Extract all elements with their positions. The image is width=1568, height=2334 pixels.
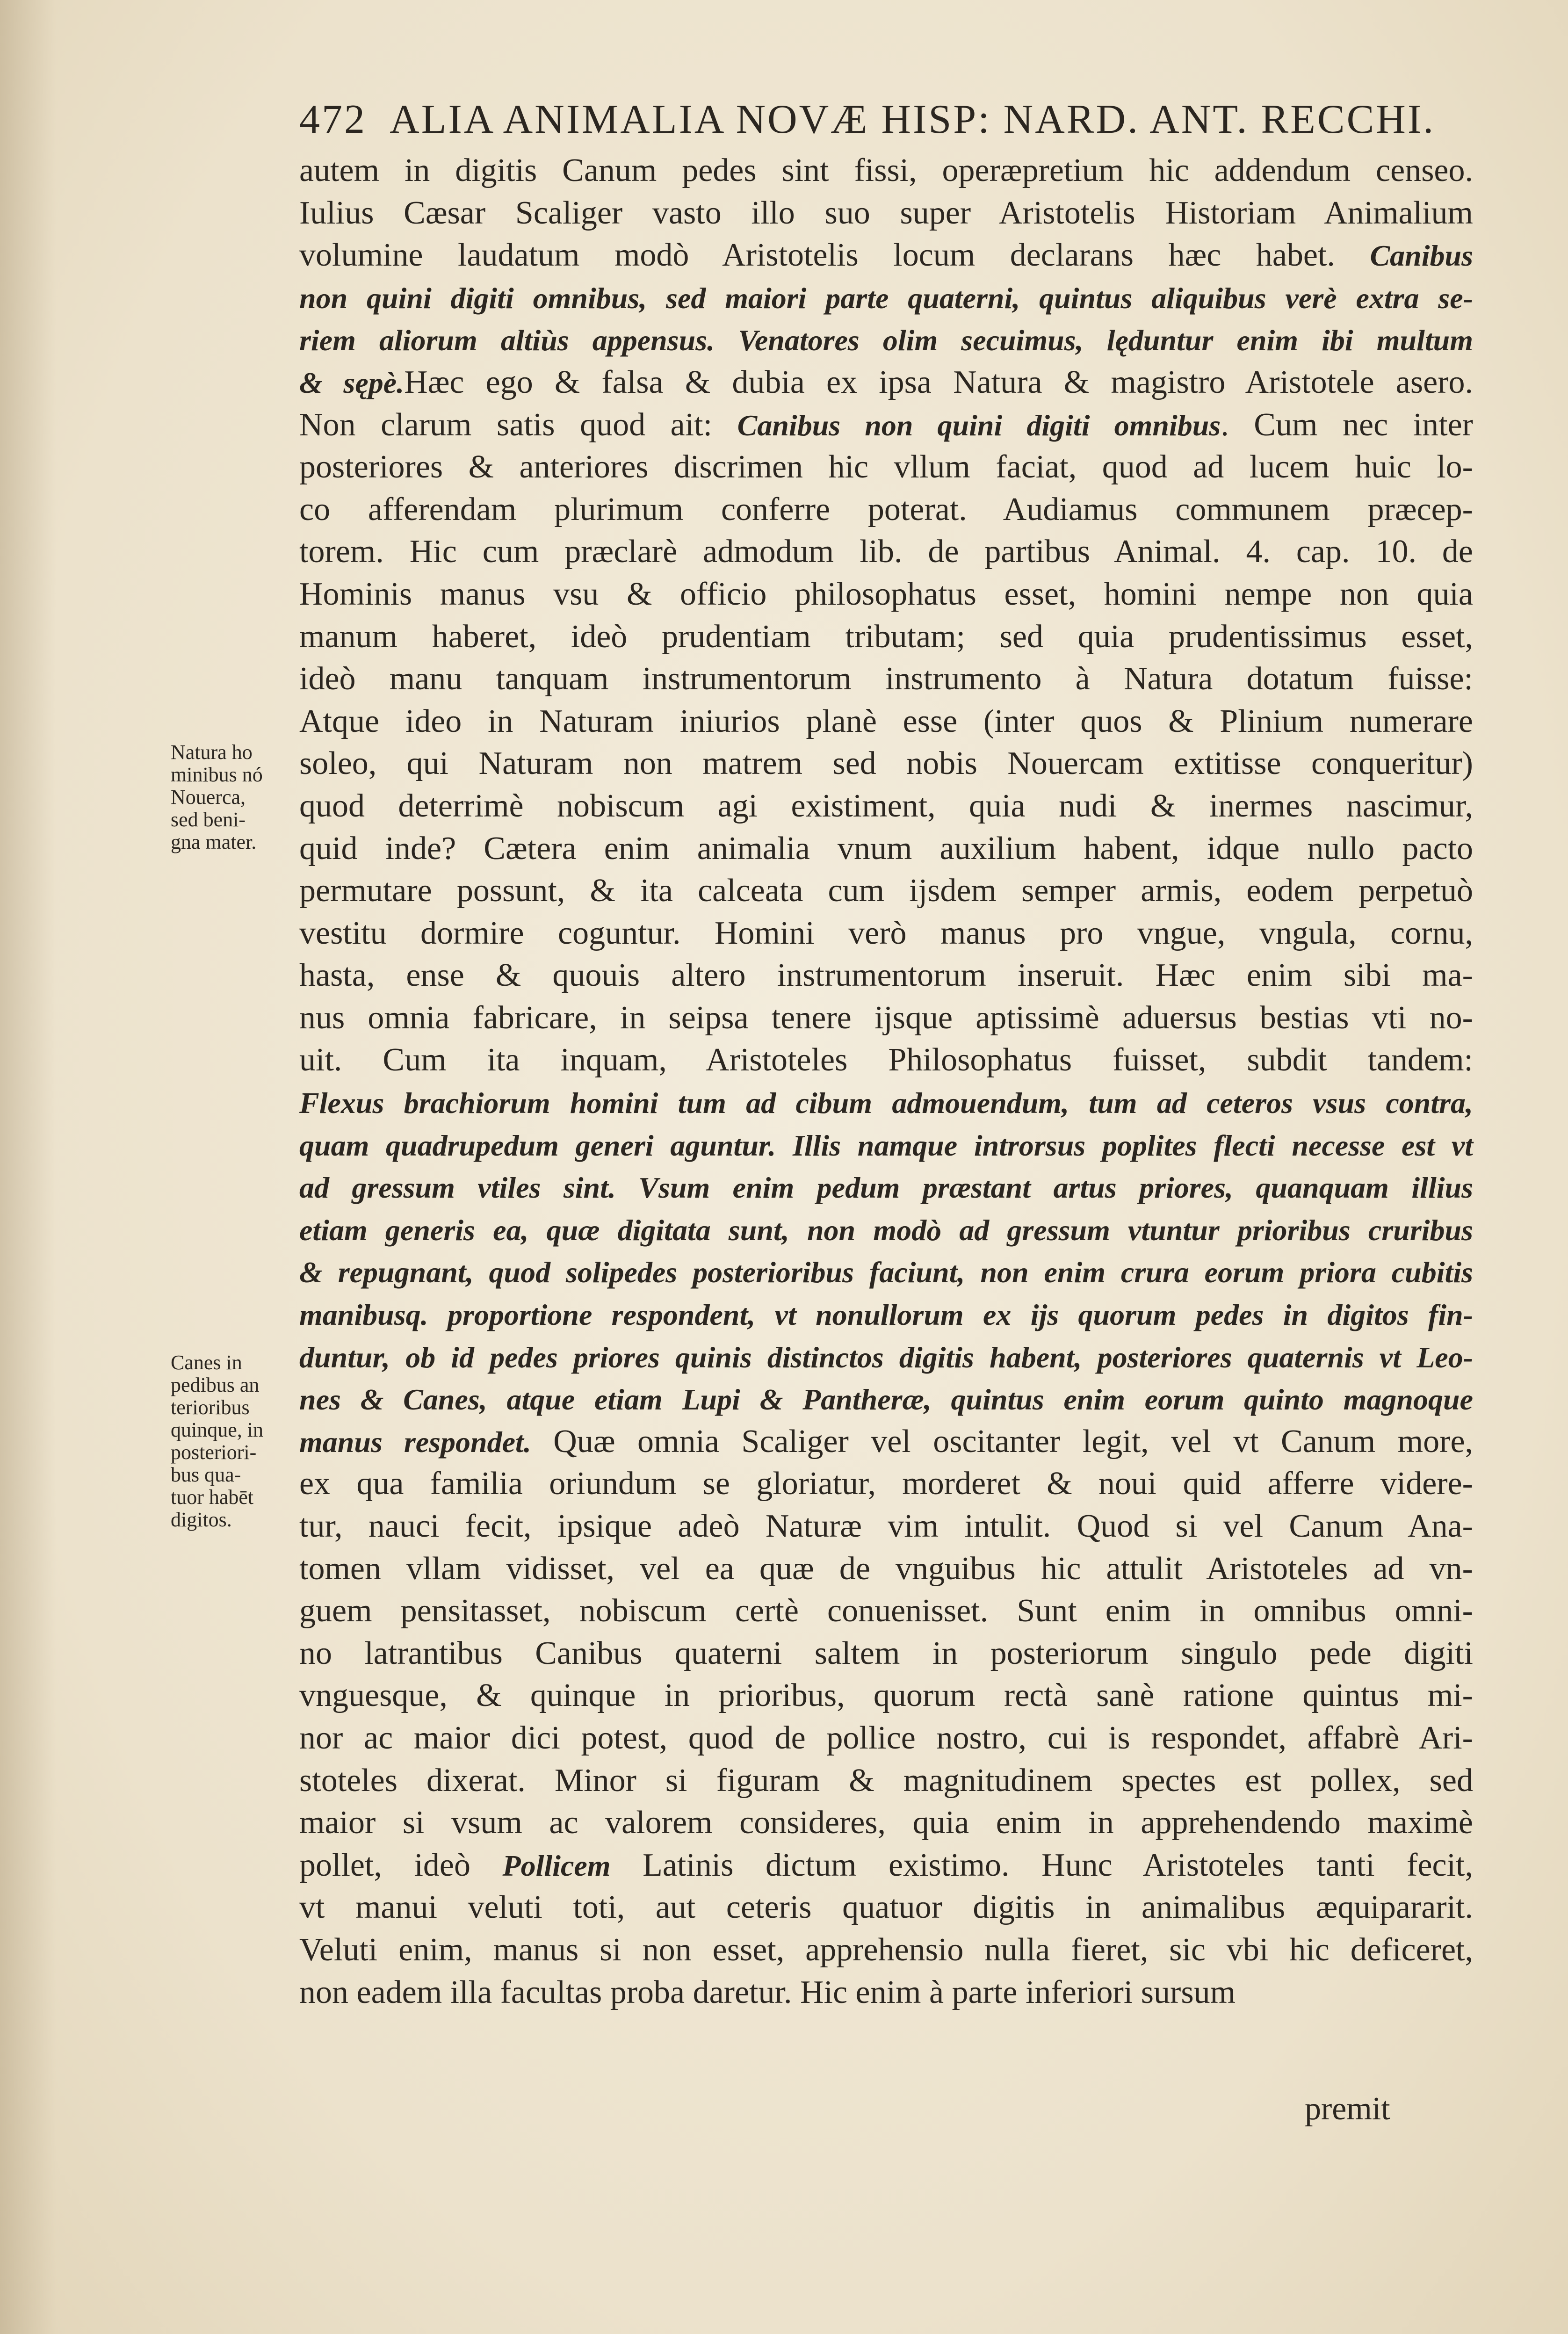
text-line [299,785,1473,828]
text-line [299,1378,1473,1421]
margin-note-line: Canes in [171,1351,242,1374]
text-line [299,1463,1473,1505]
text-line [299,1886,1473,1929]
text-segment: pollet, ideò [299,1847,503,1883]
text-line [299,701,1473,743]
text-segment: Hæc ego & falsa & dubia ex ipsa Natura & magistro Aristotele asero. [404,364,1473,400]
margin-note-line: minibus nó [171,763,263,786]
text-line [299,361,1473,404]
text-line [299,743,1473,785]
text-segment: volumine laudatum modò Aristotelis locum declarans hæc habet. [299,237,1370,274]
text-line [299,277,1473,319]
text-segment: tur, nauci fecit, ipsique adeò Naturæ vim intulit. Quod si vel Canum Ana- [299,1508,1473,1544]
text-line [299,1336,1473,1379]
margin-note-line: pedibus an [171,1373,260,1396]
margin-note-line: terioribus [171,1396,250,1419]
margin-note-line: gna mater. [171,831,257,853]
text-line [299,1760,1473,1802]
text-line [299,192,1473,235]
text-line [299,404,1473,447]
italic-segment: & sępè. [299,366,405,399]
text-segment: vnguesque, & quinque in prioribus, quorum rectà sanè ratione quintus mi- [299,1677,1473,1714]
text-segment: nus omnia fabricare, in seipsa tenere ijsque aptissimè aduersus bestias vti no- [299,999,1473,1036]
text-line [299,234,1473,277]
text-segment: stoteles dixerat. Minor si figuram & magnitudinem spectes est pollex, sed [299,1762,1473,1799]
text-segment: tomen vllam vidisset, vel ea quæ de vnguibus hic attulit Aristoteles ad vn- [299,1550,1473,1587]
italic-segment: & repugnant, quod solipedes posterioribus faciunt, non enim crura eorum priora cubitis [299,1256,1473,1289]
italic-segment: etiam generis ea, quæ digitata sunt, non modò ad gressum vtuntur prioribus cruribus [299,1213,1473,1247]
italic-segment: nes & Canes, atque etiam Lupi & Pantheræ, quintus enim eorum quinto magnoque [299,1383,1473,1416]
text-line [299,997,1473,1040]
text-line [299,1505,1473,1548]
text-segment: Veluti enim, manus si non esset, apprehensio nulla fieret, sic vbi hic deficeret, [299,1931,1473,1968]
text-line [299,954,1473,997]
margin-note-line: Natura ho [171,741,253,764]
page-gutter-shadow [0,0,56,2334]
text-segment: quid inde? Cætera enim animalia vnum auxilium habent, idque nullo pacto [299,830,1473,867]
text-segment: co afferendam plurimum conferre poterat. Audiamus communem præcep- [299,491,1473,527]
text-line [299,658,1473,701]
text-line [299,1251,1473,1293]
text-line [299,1124,1473,1167]
text-line [299,1548,1473,1590]
text-line [299,1166,1473,1209]
text-segment: quod deterrimè nobiscum agi existiment, quia nudi & inermes nascimur, [299,788,1473,824]
text-segment: . Cum nec inter [1221,406,1473,443]
margin-note-line: digitos. [171,1508,232,1531]
text-segment: Non clarum satis quod ait: [299,406,737,443]
text-segment: guem pensitasset, nobiscum certè conuenisset. Sunt enim in omnibus omni- [299,1593,1473,1629]
text-line [299,1717,1473,1760]
italic-segment: ad gressum vtiles sint. Vsum enim pedum præstant artus priores, quanquam illius [299,1171,1473,1205]
text-segment: maior si vsum ac valorem consideres, quia enim in apprehendendo maximè [299,1805,1473,1841]
text-line [299,1929,1473,1972]
text-line [299,1082,1473,1124]
page-number: 472 [299,97,367,142]
italic-segment: manibusq. proportione respondent, vt nonullorum ex ijs quorum pedes in digitos fin- [299,1298,1473,1332]
italic-segment: Pollicem [502,1849,611,1882]
italic-segment: manus respondet. [299,1425,531,1459]
text-line [299,1209,1473,1251]
text-line [299,1802,1473,1844]
margin-note-line: Nouerca, [171,786,246,809]
running-header [299,96,1440,147]
margin-note-line: sed beni- [171,808,246,831]
margin-note [171,1351,297,1531]
text-line [299,319,1473,361]
text-line [299,912,1473,955]
text-segment: autem in digitis Canum pedes sint fissi, operæpretium hic addendum censeo. [299,152,1473,188]
text-line [299,531,1473,573]
italic-segment: non quini digiti omnibus, sed maiori parte quaterni, quintus aliquibus verè extra se- [299,281,1473,315]
margin-note-line: bus qua- [171,1463,241,1486]
text-line [299,573,1473,616]
text-line [299,446,1473,489]
text-segment: no latrantibus Canibus quaterni saltem in posteriorum singulo pede digiti [299,1635,1473,1671]
text-line [299,616,1473,658]
text-segment: non eadem illa facultas proba daretur. Hic enim à parte inferiori sursum [299,1974,1236,2010]
catchword: premit [1305,2091,1390,2127]
margin-note-line: quinque, in [171,1418,263,1441]
text-segment: Hominis manus vsu & officio philosophatus esset, homini nempe non quia [299,576,1473,612]
text-segment: vestitu dormire coguntur. Homini verò manus pro vngue, vngula, cornu, [299,915,1473,951]
margin-note [171,741,297,853]
text-segment: vt manui veluti toti, aut ceteris quatuor digitis in animalibus æquipararit. [299,1889,1473,1926]
italic-segment: Canibus non quini digiti omnibus [737,408,1221,442]
text-line [299,1421,1473,1463]
main-text-block [299,150,1473,2014]
text-line [299,1293,1473,1336]
text-line [299,1633,1473,1675]
text-segment: Iulius Cæsar Scaliger vasto illo suo super Aristotelis Historiam Animalium [299,195,1473,231]
text-segment: nor ac maior dici potest, quod de pollice nostro, cui is respondet, affabrè Ari- [299,1720,1473,1756]
text-segment: Quæ omnia Scaliger vel oscitanter legit, vel vt Canum more, [531,1423,1474,1460]
text-line [299,1590,1473,1633]
text-line [299,1972,1473,2014]
margin-note-line: tuor habēt [171,1486,254,1509]
italic-segment: duntur, ob id pedes priores quinis distinctos digitis habent, posteriores quaternis vt Leo- [299,1340,1473,1374]
text-segment: posteriores & anteriores discrimen hic vllum faciat, quod ad lucem huic lo- [299,449,1473,485]
running-title: ALIA ANIMALIA NOVÆ HISP: NARD. ANT. RECCHI. [390,97,1436,142]
text-segment: ideò manu tanquam instrumentorum instrumento à Natura dotatum fuisse: [299,661,1473,697]
italic-segment: Flexus brachiorum homini tum ad cibum admouendum, tum ad ceteros vsus contra, [299,1086,1473,1120]
text-line [299,1039,1473,1082]
italic-segment: riem aliorum altiùs appensus. Venatores olim secuimus, lęduntur enim ibi multum [299,324,1473,357]
text-segment: Atque ideo in Naturam iniurios planè esse (inter quos & Plinium numerare [299,703,1473,739]
margin-note-line: posteriori- [171,1441,257,1464]
text-segment: ex qua familia oriundum se gloriatur, morderet & noui quid afferre videre- [299,1466,1473,1502]
text-line [299,1844,1473,1887]
text-segment: manum haberet, ideò prudentiam tributam; sed quia prudentissimus esset, [299,618,1473,655]
text-line [299,828,1473,870]
text-line [299,150,1473,192]
text-segment: Latinis dictum existimo. Hunc Aristoteles tanti fecit, [610,1847,1473,1883]
text-line [299,1675,1473,1717]
text-line [299,489,1473,531]
text-segment: hasta, ense & quouis altero instrumentorum inseruit. Hæc enim sibi ma- [299,957,1473,994]
text-line [299,870,1473,912]
text-segment: soleo, qui Naturam non matrem sed nobis Nouercam extitisse conqueritur) [299,745,1473,782]
italic-segment: quam quadrupedum generi aguntur. Illis namque introrsus poplites flecti necesse est vt [299,1128,1473,1162]
text-segment: permutare possunt, & ita calceata cum ijsdem semper armis, eodem perpetuò [299,873,1473,909]
text-segment: uit. Cum ita inquam, Aristoteles Philosophatus fuisset, subdit tandem: [299,1042,1473,1078]
text-segment: torem. Hic cum præclarè admodum lib. de partibus Animal. 4. cap. 10. de [299,534,1473,570]
italic-segment: Canibus [1370,239,1473,273]
